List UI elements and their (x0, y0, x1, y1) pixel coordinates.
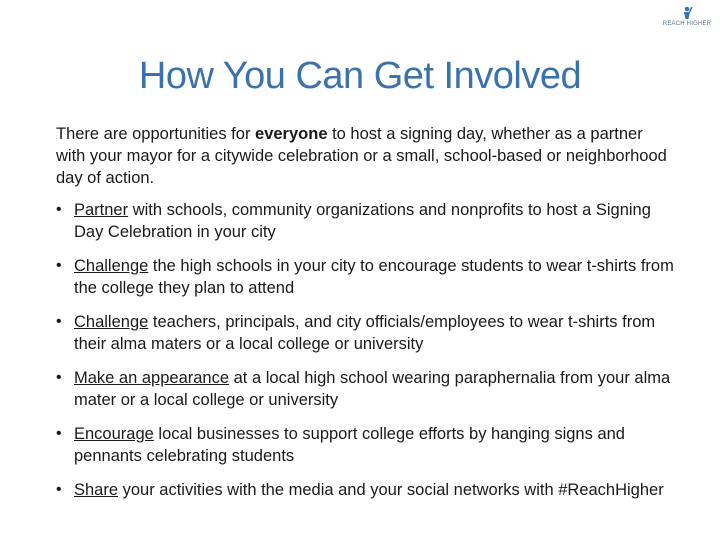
bullet-dot: • (56, 481, 62, 498)
list-item (56, 423, 676, 467)
list-item (56, 367, 676, 411)
bullet-lead: Encourage (74, 425, 154, 443)
logo-text: REACH HIGHER (662, 21, 712, 27)
bullet-dot: • (56, 313, 62, 330)
involvement-list (56, 199, 676, 513)
bullet-lead: Share (74, 481, 119, 499)
list-item (56, 199, 676, 243)
bullet-text: the high schools in your city to encourage students to wear t-shirts from the college they plan to attend (74, 257, 674, 297)
intro-highlight: everyone (255, 125, 328, 143)
bullet-text: with schools, community organizations and nonprofits to host a Signing Day Celebration in your city (74, 201, 651, 241)
list-item (56, 311, 676, 355)
bullet-text: at a local high school wearing paraphernalia from your alma mater or a local college or university (74, 369, 671, 409)
intro-before: There are opportunities for (56, 125, 256, 143)
list-item (56, 479, 676, 501)
list-item (56, 255, 676, 299)
bullet-lead: Challenge (74, 257, 149, 275)
bullet-lead: Partner (74, 201, 129, 219)
bullet-lead: Make an appearance (74, 369, 230, 387)
reach-higher-figure-icon (680, 6, 694, 20)
bullet-dot: • (56, 369, 62, 386)
bullet-dot: • (56, 425, 62, 442)
intro-paragraph (56, 123, 676, 189)
intro-after: to host a signing day, whether as a partner with your mayor for a citywide celebration or a small, school-based or neighborhood day of action. (56, 125, 667, 187)
bullet-text: your activities with the media and your social networks with #ReachHigher (118, 481, 664, 499)
bullet-text: teachers, principals, and city officials/employees to wear t-shirts from their alma maters or a local college or university (74, 313, 656, 353)
page-title: How You Can Get Involved (138, 55, 582, 97)
bullet-text: local businesses to support college efforts by hanging signs and pennants celebrating students (74, 425, 625, 465)
bullet-dot: • (56, 257, 62, 274)
reach-higher-logo (664, 6, 710, 30)
bullet-dot: • (56, 201, 62, 218)
bullet-lead: Challenge (74, 313, 149, 331)
